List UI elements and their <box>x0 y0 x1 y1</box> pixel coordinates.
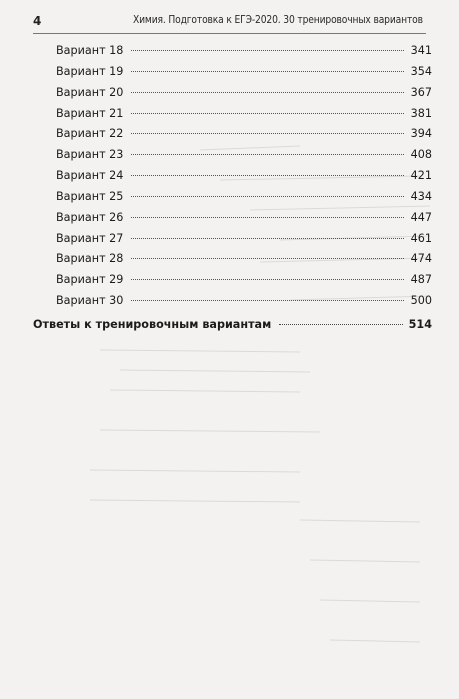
toc-entry-label: Вариант 18 <box>56 44 124 57</box>
dot-leader <box>131 133 404 134</box>
toc-entry <box>56 208 432 229</box>
toc-entry <box>56 104 432 125</box>
page-header <box>0 0 459 34</box>
dot-leader <box>131 258 404 259</box>
dot-leader <box>131 154 404 155</box>
toc-entry-page: 367 <box>410 85 432 99</box>
toc-entry <box>56 41 432 62</box>
toc-entry-label: Вариант 25 <box>56 189 124 203</box>
toc-entry <box>56 187 432 208</box>
toc-entry <box>56 83 432 104</box>
toc-entry <box>56 291 432 312</box>
toc-entry <box>56 166 432 187</box>
toc-entry <box>56 270 432 291</box>
dot-leader <box>131 50 404 51</box>
toc-entry-page: 421 <box>410 169 432 183</box>
toc-entry-label: Вариант 22 <box>56 127 124 141</box>
toc-entry-page: 394 <box>410 127 432 141</box>
toc-entry-page: 341 <box>410 44 432 57</box>
toc-entry-page: 474 <box>410 252 432 266</box>
toc-entry <box>56 229 432 250</box>
page-number: 4 <box>33 14 42 28</box>
toc-entry-page: 500 <box>410 294 432 308</box>
toc-entry-page: 461 <box>410 231 432 245</box>
toc-answers-page: 514 <box>408 318 432 331</box>
toc-entry <box>56 124 432 145</box>
dot-leader <box>279 324 402 325</box>
toc-entry-label: Вариант 21 <box>56 106 124 120</box>
dot-leader <box>131 92 404 93</box>
toc-entry <box>56 249 432 270</box>
running-title: Химия. Подготовка к ЕГЭ-2020. 30 тренировочных вариантов <box>133 15 423 26</box>
toc-entry-label: Вариант 27 <box>56 231 124 245</box>
toc-entry-label: Вариант 20 <box>56 85 124 99</box>
dot-leader <box>131 175 404 176</box>
toc-entry-page: 408 <box>410 148 432 162</box>
toc-entry-page: 487 <box>410 273 432 287</box>
toc-entry-label: Вариант 19 <box>56 64 124 78</box>
dot-leader <box>131 217 404 218</box>
toc-entry-label: Вариант 29 <box>56 273 124 287</box>
dot-leader <box>131 238 404 239</box>
toc-entry-page: 381 <box>410 106 432 120</box>
toc-entry <box>56 145 432 166</box>
dot-leader <box>131 300 404 301</box>
table-of-contents <box>56 41 432 312</box>
toc-entry-page: 354 <box>410 64 432 78</box>
toc-entry-page: 447 <box>410 210 432 224</box>
toc-entry-label: Вариант 28 <box>56 252 124 266</box>
dot-leader <box>131 71 404 72</box>
toc-entry-label: Вариант 26 <box>56 210 124 224</box>
toc-entry-label: Вариант 23 <box>56 148 124 162</box>
header-rule <box>33 33 426 34</box>
toc-entry-label: Вариант 24 <box>56 169 124 183</box>
toc-entry-page: 434 <box>410 189 432 203</box>
dot-leader <box>131 196 404 197</box>
toc-entry <box>56 62 432 83</box>
dot-leader <box>131 279 404 280</box>
dot-leader <box>131 113 404 114</box>
toc-entry-label: Вариант 30 <box>56 294 124 308</box>
toc-answers-label: Ответы к тренировочным вариантам <box>33 318 272 331</box>
toc-answers-entry <box>33 315 432 335</box>
